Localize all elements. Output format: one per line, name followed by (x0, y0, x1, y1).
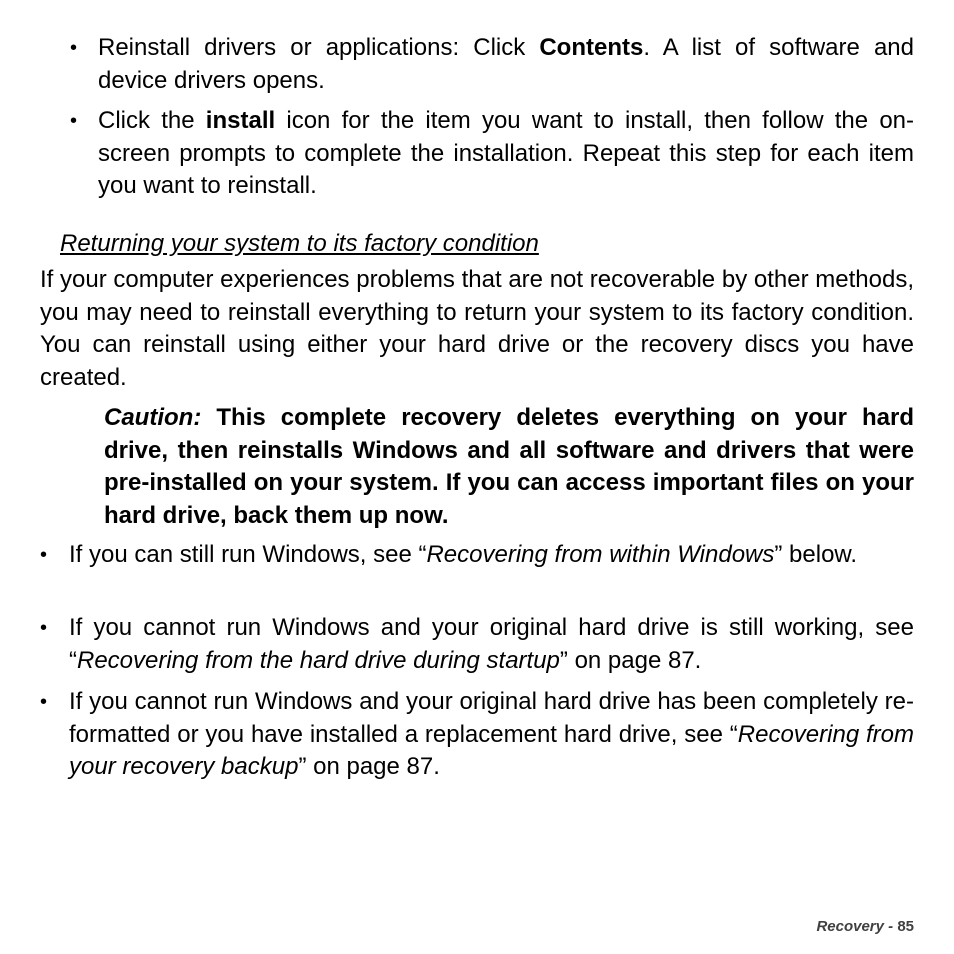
bullet-marker: • (40, 617, 48, 639)
item-text: Reinstall drivers or applications: Click (98, 34, 540, 61)
item-text: ” below. (774, 541, 858, 568)
list-item-reinstall-drivers (98, 32, 914, 97)
caution-label: Caution: (104, 404, 202, 431)
install-term: install (205, 107, 276, 134)
cross-reference: Recovering from your recovery backup (69, 720, 915, 780)
item-text: If you can still run Windows, see “ (69, 541, 427, 568)
bullet-marker: • (40, 691, 48, 713)
item-text: If you cannot run Windows and your original hard drive is still working, see “ (69, 614, 914, 674)
list-item-hard-drive-working (69, 612, 914, 677)
item-text: icon for the item you want to install, then follow the on-screen prompts to complete the installation. Repeat this step for each item you want to reinstall. (98, 107, 915, 199)
item-text: If you cannot run Windows and your original hard drive has been completely re-formatted or you have installed a replacement hard drive, see “ (69, 688, 914, 748)
list-item-still-run-windows (69, 539, 914, 572)
item-text: ” on page 87. (298, 753, 440, 780)
footer-section-name: Recovery - (816, 918, 898, 935)
cross-reference: Recovering from within Windows (426, 541, 775, 568)
bullet-marker: • (40, 544, 48, 566)
item-text: ” on page 87. (559, 646, 702, 674)
bullet-marker: • (70, 110, 78, 132)
contents-term: Contents (539, 34, 644, 61)
bullet-marker: • (70, 37, 78, 59)
section-heading: Returning your system to its factory condition (60, 230, 539, 257)
page-footer (816, 917, 914, 937)
cross-reference: Recovering from the hard drive during startup (77, 646, 560, 674)
page-number: 85 (897, 918, 914, 935)
caution-note (104, 402, 914, 532)
list-item-click-install (98, 105, 914, 203)
item-text: Click the (98, 107, 206, 134)
item-text: . A list of software and device drivers opens. (98, 34, 914, 94)
caution-text: This complete recovery deletes everything on your hard drive, then reinstalls Windows and all software and drivers that were pre-installed on your system. If you can access important files on your hard drive, back them up now. (104, 404, 914, 529)
list-item-reformatted-drive (69, 686, 914, 784)
body-paragraph: If your computer experiences problems that are not recoverable by other methods, you may need to reinstall everything to return your system to its factory condition. You can reinstall using either your hard drive or the recovery discs you have created. (40, 266, 914, 391)
